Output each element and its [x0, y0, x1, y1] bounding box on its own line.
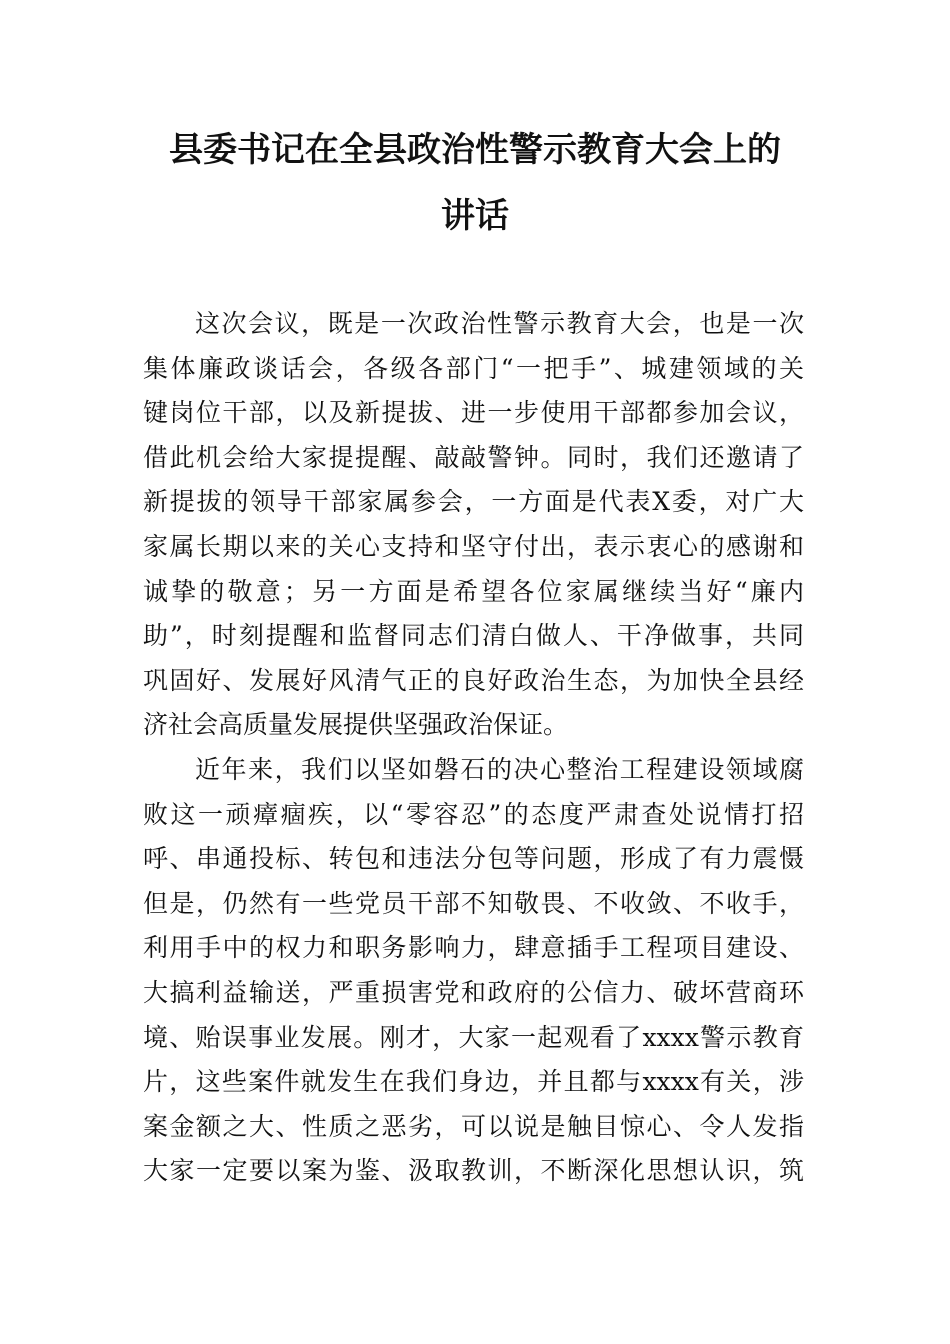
text-line: 近年来，我们以坚如磐石的决心整治工程建设领域腐 [195, 755, 804, 784]
text-line: 片，这些案件就发生在我们身边，并且都与xxxx有关，涉 [143, 1067, 804, 1097]
text-line: 这次会议，既是一次政治性警示教育大会，也是一次 [195, 309, 804, 338]
text-line: 诚挚的敬意；另一方面是希望各位家属继续当好“廉内 [143, 576, 804, 606]
text-line: 败这一顽瘴痼疾，以“零容忍”的态度严肃查处说情打招 [143, 799, 804, 829]
text-line: 但是，仍然有一些党员干部不知敬畏、不收敛、不收手， [143, 888, 804, 918]
text-line: 家属长期以来的关心支持和坚守付出，表示衷心的感谢和 [143, 531, 804, 561]
text-line: 巩固好、发展好风清气正的良好政治生态，为加快全县经 [143, 665, 804, 695]
text-line: 助”，时刻提醒和监督同志们清白做人、干净做事，共同 [143, 621, 804, 651]
text-line: 境、贻误事业发展。刚才，大家一起观看了xxxx警示教育 [143, 1022, 804, 1052]
text-line: 大家一定要以案为鉴、汲取教训，不断深化思想认识，筑 [143, 1156, 804, 1186]
text-line: 新提拔的领导干部家属参会，一方面是代表X委，对广大 [143, 487, 804, 517]
text-line: 借此机会给大家提提醒、敲敲警钟。同时，我们还邀请了 [143, 442, 804, 472]
text-line: 呼、串通投标、转包和违法分包等问题，形成了有力震慑 [143, 844, 804, 874]
paragraph-1 [143, 302, 804, 748]
text-line: 案金额之大、性质之恶劣，可以说是触目惊心、令人发指 [143, 1111, 804, 1141]
paragraph-2 [143, 748, 804, 1194]
text-line: 键岗位干部，以及新提拔、进一步使用干部都参加会议， [143, 398, 804, 428]
text-line: 济社会高质量发展提供坚强政治保证。 [143, 710, 569, 740]
text-line: 集体廉政谈话会，各级各部门“一把手”、城建领域的关 [143, 353, 804, 383]
text-line: 利用手中的权力和职务影响力，肆意插手工程项目建设、 [143, 933, 804, 963]
document-title-line-1: 县委书记在全县政治性警示教育大会上的 [169, 130, 781, 170]
document-title-line-2: 讲话 [441, 196, 509, 236]
text-line: 大搞利益输送，严重损害党和政府的公信力、破坏营商环 [143, 977, 804, 1007]
